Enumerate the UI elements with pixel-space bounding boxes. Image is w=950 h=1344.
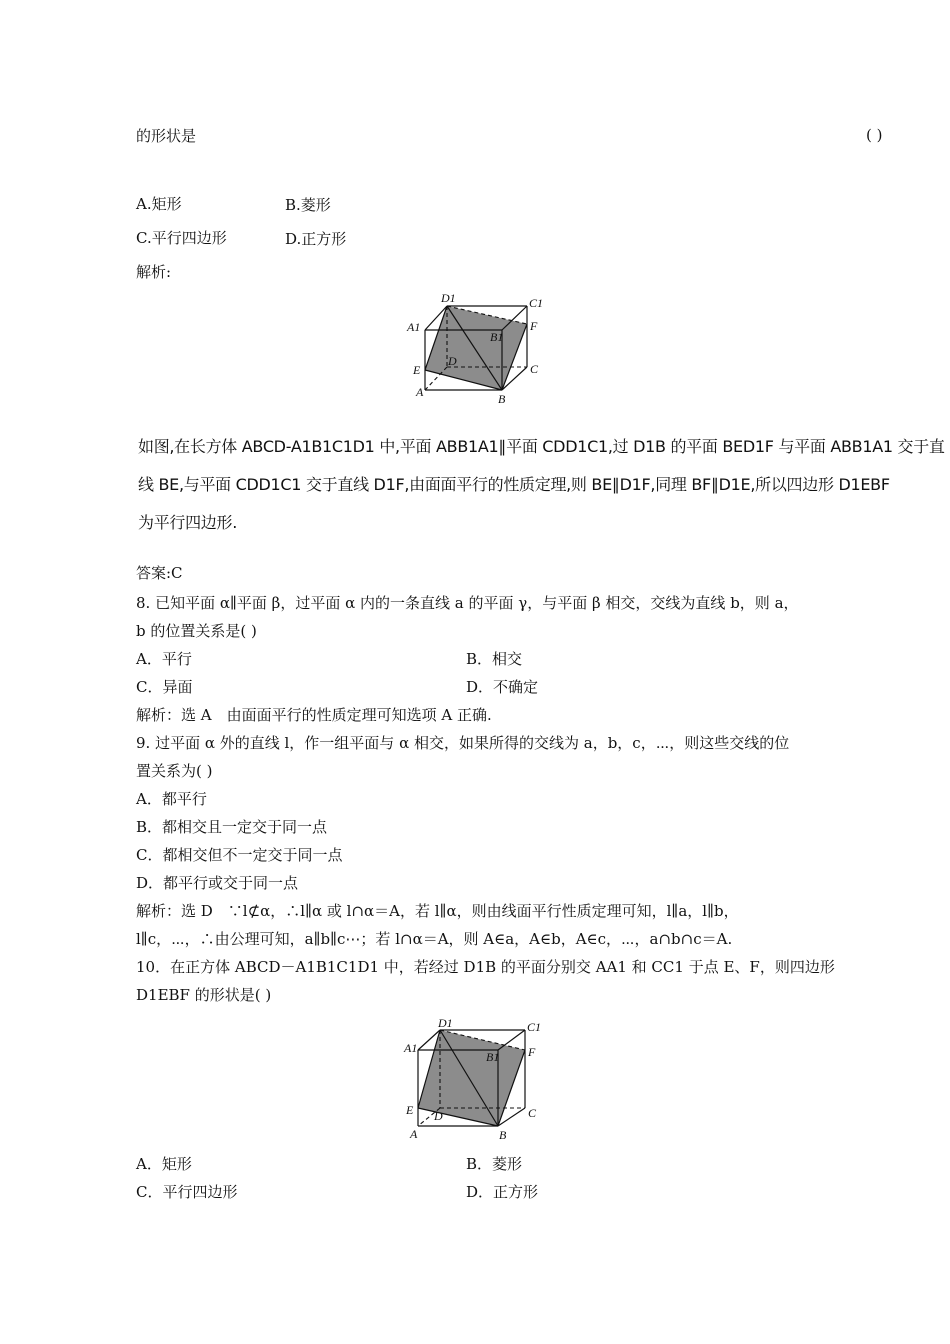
q8-option-a: A．平行	[136, 650, 192, 668]
q8-stem-line-1: 8. 已知平面 α∥平面 β，过平面 α 内的一条直线 a 的平面 γ，与平面 β 相交，交线为直线 b，则 a，	[136, 594, 799, 612]
label-C1: C1	[527, 1020, 542, 1034]
label-F: F	[530, 319, 538, 333]
label-F: F	[528, 1045, 536, 1059]
label-D: D	[434, 1109, 443, 1123]
label-C: C	[528, 1106, 537, 1120]
q9-analysis-line-2: l∥c，⋯，∴由公理可知，a∥b∥c⋯；若 l∩α＝A，则 A∈a，A∈b，A∈c，⋯，a∩b∩c＝A.	[136, 930, 733, 948]
q10-option-b: B．菱形	[466, 1155, 523, 1173]
label-B1: B1	[486, 1050, 500, 1064]
section-quad-shading	[425, 306, 527, 390]
q7-option-c: C.平行四边形	[136, 229, 227, 247]
q9-option-d: D．都平行或交于同一点	[136, 874, 299, 892]
q9-stem-line-2: 置关系为( )	[136, 762, 213, 780]
q8-option-c: C．异面	[136, 678, 193, 696]
label-B: B	[498, 392, 506, 406]
q7-cuboid-figure	[400, 290, 560, 408]
q10-stem-line-2: D1EBF 的形状是( )	[136, 986, 272, 1004]
q10-cube-figure	[400, 1016, 550, 1142]
label-B: B	[499, 1128, 507, 1142]
label-D1: D1	[438, 1016, 453, 1030]
label-A: A	[416, 385, 424, 399]
q7-explanation-line-1: 如图,在长方体 ABCD-A1B1C1D1 中,平面 ABB1A1∥平面 CDD1C1,过 D1B 的平面 BED1F 与平面 ABB1A1 交于直	[138, 437, 945, 456]
label-A1: A1	[407, 320, 421, 334]
q9-analysis-line-1: 解析：选 D ∵l⊄α，∴l∥α 或 l∩α＝A，若 l∥α，则由线面平行性质定理可知，l∥a，l∥b，	[136, 902, 739, 920]
label-D: D	[448, 354, 457, 368]
q7-option-a: A.矩形	[136, 195, 182, 213]
label-A: A	[410, 1127, 418, 1141]
q10-option-c: C．平行四边形	[136, 1183, 238, 1201]
q7-option-d: D.正方形	[285, 230, 347, 248]
q10-stem-line-1: 10．在正方体 ABCD－A1B1C1D1 中，若经过 D1B 的平面分别交 AA1 和 CC1 于点 E、F，则四边形	[136, 958, 835, 976]
q8-analysis: 解析：选 A 由面面平行的性质定理可知选项 A 正确.	[136, 706, 492, 724]
label-D1: D1	[441, 291, 456, 305]
q7-analysis-label: 解析:	[136, 263, 172, 281]
q10-option-a: A．矩形	[136, 1155, 192, 1173]
label-C: C	[530, 362, 539, 376]
label-E: E	[406, 1103, 414, 1117]
q9-option-a: A．都平行	[136, 790, 207, 808]
q10-option-d: D．正方形	[466, 1183, 539, 1201]
q7-answer: 答案:C	[136, 564, 183, 582]
q7-answer-bracket: ( )	[866, 126, 883, 144]
q7-stem-tail: 的形状是	[136, 127, 197, 145]
label-C1: C1	[529, 296, 544, 310]
q8-stem-line-2: b 的位置关系是( )	[136, 622, 257, 640]
q7-option-b: B.菱形	[285, 196, 331, 214]
label-E: E	[413, 363, 421, 377]
q7-explanation-line-2: 线 BE,与平面 CDD1C1 交于直线 D1F,由面面平行的性质定理,则 BE∥D1F,同理 BF∥D1E,所以四边形 D1EBF	[138, 475, 890, 494]
label-A1: A1	[404, 1041, 418, 1055]
q9-option-b: B．都相交且一定交于同一点	[136, 818, 328, 836]
q8-option-b: B．相交	[466, 650, 523, 668]
q9-option-c: C．都相交但不一定交于同一点	[136, 846, 343, 864]
q8-option-d: D．不确定	[466, 678, 539, 696]
q7-explanation-line-3: 为平行四边形.	[138, 513, 237, 532]
q9-stem-line-1: 9. 过平面 α 外的直线 l，作一组平面与 α 相交，如果所得的交线为 a，b，c，⋯，则这些交线的位	[136, 734, 790, 752]
label-B1: B1	[490, 330, 504, 344]
